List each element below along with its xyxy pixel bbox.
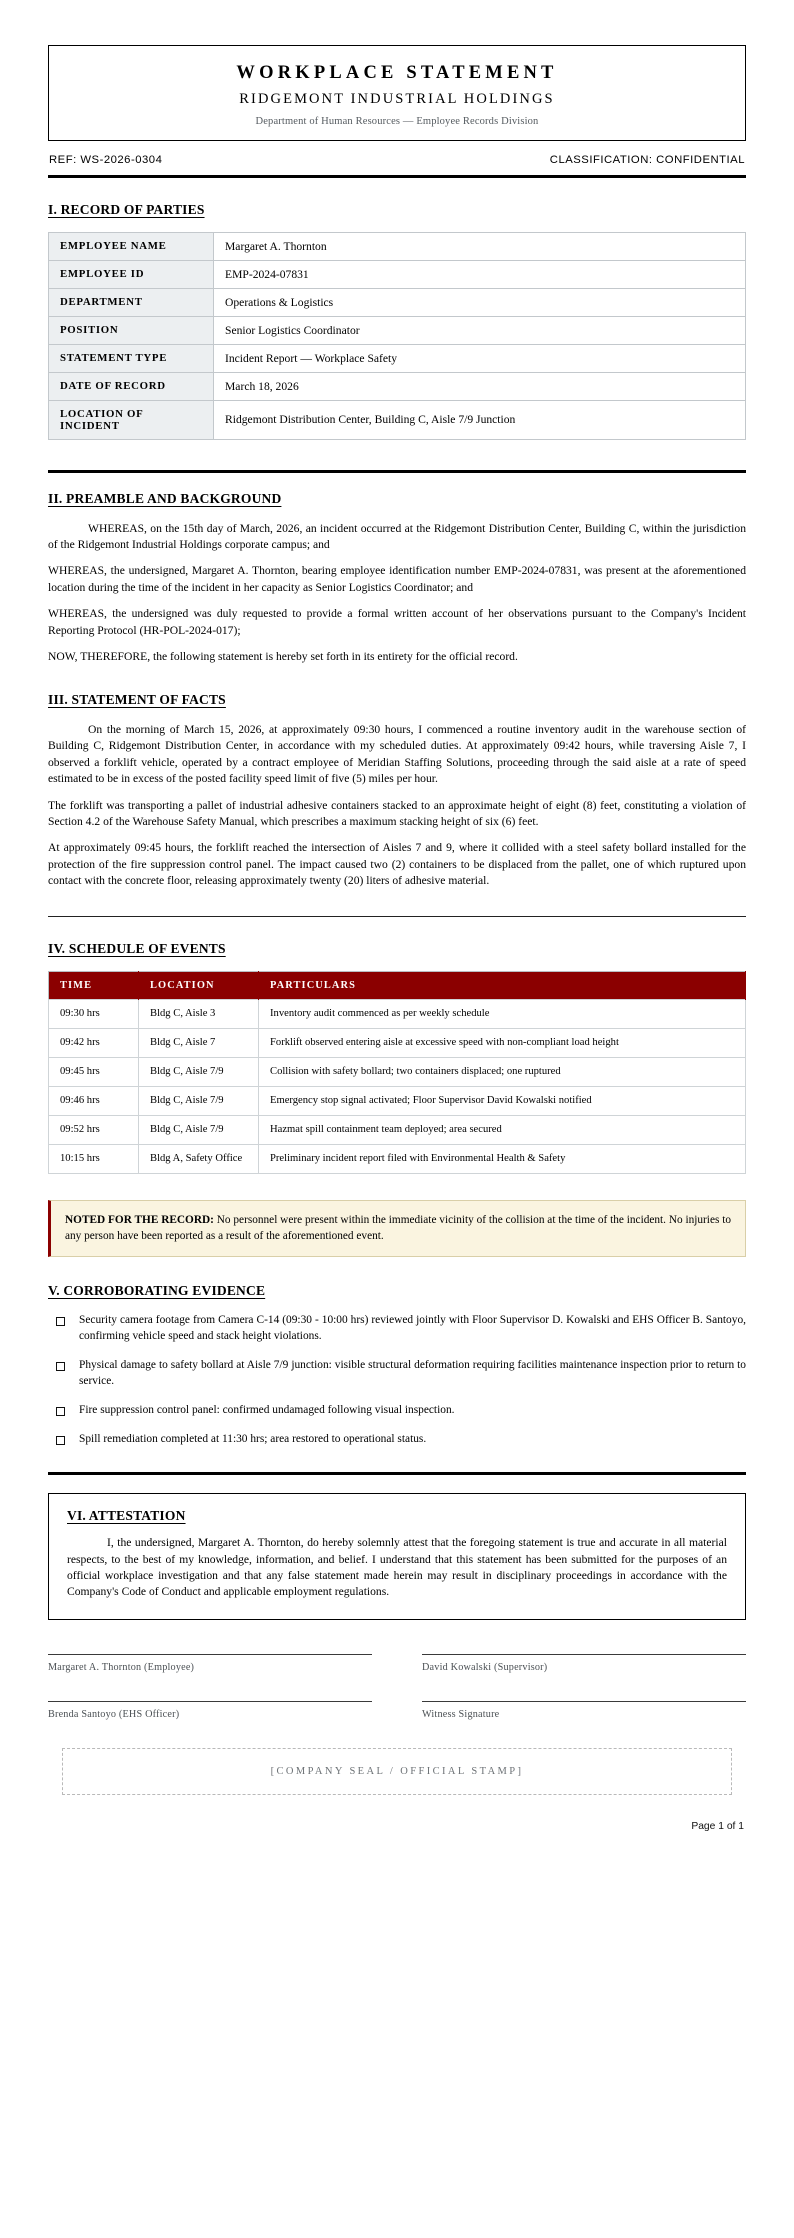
- cell-location: Bldg C, Aisle 7/9: [139, 1087, 259, 1116]
- table-row: [49, 316, 746, 344]
- cell-location: Bldg C, Aisle 7/9: [139, 1057, 259, 1086]
- signature-line[interactable]: [422, 1654, 746, 1655]
- signature-label: David Kowalski (Supervisor): [422, 1661, 548, 1673]
- reference-number: REF: WS-2026-0304: [49, 153, 163, 166]
- list-item: [48, 1358, 746, 1390]
- cell-particulars: Collision with safety bollard; two containers displaced; one ruptured: [259, 1057, 746, 1086]
- reference-bar: [48, 141, 746, 175]
- department-subtitle: Department of Human Resources — Employee Records Division: [255, 115, 539, 127]
- signature-line[interactable]: [48, 1701, 372, 1702]
- parties-value: Operations & Logistics: [214, 288, 746, 316]
- checkbox-icon[interactable]: [56, 1436, 65, 1445]
- section-divider-1: [48, 470, 746, 473]
- signature-block-ehs-officer: [48, 1701, 372, 1720]
- parties-key: EMPLOYEE ID: [49, 260, 214, 288]
- cell-particulars: Emergency stop signal activated; Floor Supervisor David Kowalski notified: [259, 1087, 746, 1116]
- classification-label: CLASSIFICATION: CONFIDENTIAL: [549, 153, 745, 166]
- schedule-table: [48, 971, 746, 1174]
- schedule-table-body: [49, 999, 746, 1173]
- signature-block-employee: [48, 1654, 372, 1673]
- table-row: [49, 372, 746, 400]
- list-item: [48, 1313, 746, 1345]
- parties-value: EMP-2024-07831: [214, 260, 746, 288]
- preamble-paragraph: WHEREAS, the undersigned was duly requested to provide a formal written account of her observations pursuant to the Company's Incident Reporting Protocol (HR-POL-2024-017);: [48, 607, 746, 637]
- parties-value: Margaret A. Thornton: [214, 232, 746, 260]
- cell-time: 09:46 hrs: [49, 1087, 139, 1116]
- parties-key: EMPLOYEE NAME: [49, 232, 214, 260]
- notice-box: [48, 1200, 746, 1257]
- parties-table: [48, 232, 746, 440]
- cell-time: 09:42 hrs: [49, 1028, 139, 1057]
- parties-key: DEPARTMENT: [49, 288, 214, 316]
- table-row: [49, 1028, 746, 1057]
- signature-line[interactable]: [48, 1654, 372, 1655]
- list-item: [48, 1403, 746, 1419]
- cell-time: 09:30 hrs: [49, 999, 139, 1028]
- table-row: [49, 260, 746, 288]
- facts-block: [48, 722, 746, 890]
- section-heading-facts: III. STATEMENT OF FACTS: [48, 691, 226, 707]
- header-divider: [48, 175, 746, 178]
- cell-particulars: Forklift observed entering aisle at excessive speed with non-compliant load height: [259, 1028, 746, 1057]
- table-row: [49, 344, 746, 372]
- signature-line[interactable]: [422, 1701, 746, 1702]
- parties-table-body: [49, 232, 746, 439]
- cell-location: Bldg A, Safety Office: [139, 1145, 259, 1174]
- facts-paragraph: The forklift was transporting a pallet of industrial adhesive containers stacked to an approximate height of eight (8) feet, constituting a violation of Section 4.2 of the Warehouse Safety Manual, which prescribes a maximum stacking height of six (6) feet.: [48, 798, 746, 828]
- signature-row-2: [48, 1701, 746, 1720]
- signature-label: Witness Signature: [422, 1708, 500, 1720]
- signature-label: Margaret A. Thornton (Employee): [48, 1661, 195, 1673]
- cell-time: 10:15 hrs: [49, 1145, 139, 1174]
- evidence-text: Fire suppression control panel: confirmed undamaged following visual inspection.: [79, 1404, 455, 1417]
- parties-value: Senior Logistics Coordinator: [214, 316, 746, 344]
- column-header-particulars: PARTICULARS: [259, 971, 746, 999]
- cell-location: Bldg C, Aisle 7: [139, 1028, 259, 1057]
- table-row: [49, 1057, 746, 1086]
- table-row: [49, 1145, 746, 1174]
- table-row: [49, 999, 746, 1028]
- notice-text: No personnel were present within the immediate vicinity of the collision at the time of the incident. No injuries to any person have been reported as a result of the aforementioned event.: [65, 1214, 731, 1243]
- evidence-text: Spill remediation completed at 11:30 hrs; area restored to operational status.: [79, 1433, 427, 1446]
- parties-key: LOCATION OF INCIDENT: [49, 400, 214, 439]
- parties-key: POSITION: [49, 316, 214, 344]
- section-heading-evidence: V. CORROBORATING EVIDENCE: [48, 1283, 266, 1299]
- column-header-time: TIME: [49, 971, 139, 999]
- section-divider-2: [48, 916, 746, 917]
- attestation-box: [48, 1493, 746, 1620]
- checkbox-icon[interactable]: [56, 1317, 65, 1326]
- cell-particulars: Inventory audit commenced as per weekly schedule: [259, 999, 746, 1028]
- cell-location: Bldg C, Aisle 7/9: [139, 1116, 259, 1145]
- parties-key: STATEMENT TYPE: [49, 344, 214, 372]
- notice-label: NOTED FOR THE RECORD:: [65, 1214, 214, 1227]
- signature-block-supervisor: [422, 1654, 746, 1673]
- section-heading-schedule: IV. SCHEDULE OF EVENTS: [48, 940, 226, 956]
- preamble-paragraph: NOW, THEREFORE, the following statement is hereby set forth in its entirety for the official record.: [48, 650, 518, 664]
- organization-name: RIDGEMONT INDUSTRIAL HOLDINGS: [239, 91, 555, 108]
- checkbox-icon[interactable]: [56, 1407, 65, 1416]
- letterhead: [48, 45, 746, 141]
- table-row: [49, 232, 746, 260]
- table-row: [49, 1116, 746, 1145]
- table-header-row: [49, 971, 746, 999]
- list-item: [48, 1432, 746, 1448]
- page-number: Page 1 of 1: [691, 1820, 744, 1832]
- document-title: WORKPLACE STATEMENT: [236, 63, 558, 83]
- section-heading-parties: I. RECORD OF PARTIES: [48, 201, 205, 217]
- preamble-paragraph: WHEREAS, the undersigned, Margaret A. Thornton, bearing employee identification number EMP-2024-07831, was present at the aforementioned location during the time of the incident in her capacity as Senior Logistics Coordinator; and: [48, 564, 746, 594]
- checkbox-icon[interactable]: [56, 1362, 65, 1371]
- preamble-paragraph: WHEREAS, on the 15th day of March, 2026, an incident occurred at the Ridgemont Distribution Center, Building C, within the jurisdiction of the Ridgemont Industrial Holdings corporate campus; and: [48, 521, 746, 551]
- schedule-table-head: [49, 971, 746, 999]
- table-row: [49, 288, 746, 316]
- preamble-block: [48, 521, 746, 666]
- parties-value: Incident Report — Workplace Safety: [214, 344, 746, 372]
- company-seal-placeholder: [COMPANY SEAL / OFFICIAL STAMP]: [62, 1748, 732, 1795]
- evidence-text: Security camera footage from Camera C-14 (09:30 - 10:00 hrs) reviewed jointly with Floor Supervisor D. Kowalski and EHS Officer B. Santoyo, confirming vehicle speed and stack height violations.: [79, 1314, 746, 1343]
- evidence-text: Physical damage to safety bollard at Aisle 7/9 junction: visible structural deformation requiring facilities maintenance inspection prior to return to service.: [79, 1359, 746, 1388]
- table-row: [49, 1087, 746, 1116]
- parties-value: Ridgemont Distribution Center, Building C, Aisle 7/9 Junction: [214, 400, 746, 439]
- evidence-list: [48, 1313, 746, 1448]
- cell-time: 09:45 hrs: [49, 1057, 139, 1086]
- attestation-text: I, the undersigned, Margaret A. Thornton, do hereby solemnly attest that the foregoing statement is true and accurate in all material respects, to the best of my knowledge, information, and belief. I understand that this statement has been submitted for the purposes of an official workplace investigation and that any false statement made herein may result in disciplinary proceedings in accordance with the Company's Code of Conduct and applicable employment regulations.: [67, 1536, 727, 1599]
- section-heading-preamble: II. PREAMBLE AND BACKGROUND: [48, 490, 282, 506]
- table-row: [49, 400, 746, 439]
- parties-value: March 18, 2026: [214, 372, 746, 400]
- signature-label: Brenda Santoyo (EHS Officer): [48, 1708, 180, 1720]
- section-heading-attestation: VI. ATTESTATION: [67, 1508, 186, 1524]
- parties-key: DATE OF RECORD: [49, 372, 214, 400]
- facts-paragraph: On the morning of March 15, 2026, at approximately 09:30 hours, I commenced a routine inventory audit in the warehouse section of Building C, Ridgemont Distribution Center, in accordance with my scheduled duties. At approximately 09:42 hours, while traversing Aisle 7, I observed a forklift vehicle, operated by a contract employee of Meridian Staffing Solutions, proceeding through the said aisle at a rate of speed estimated to be in excess of the posted facility speed limit of five (5) miles per hour.: [48, 722, 746, 786]
- facts-paragraph: At approximately 09:45 hours, the forklift reached the intersection of Aisles 7 and 9, where it collided with a steel safety bollard installed for the protection of the fire suppression control panel. The impact caused two (2) containers to be displaced from the pallet, one of which ruptured upon contact with the concrete floor, releasing approximately twenty (20) liters of adhesive material.: [48, 841, 746, 888]
- cell-particulars: Preliminary incident report filed with Environmental Health & Safety: [259, 1145, 746, 1174]
- signature-block-witness: [422, 1701, 746, 1720]
- signature-row-1: [48, 1654, 746, 1673]
- cell-particulars: Hazmat spill containment team deployed; area secured: [259, 1116, 746, 1145]
- cell-time: 09:52 hrs: [49, 1116, 139, 1145]
- section-divider-3: [48, 1472, 746, 1475]
- column-header-location: LOCATION: [139, 971, 259, 999]
- cell-location: Bldg C, Aisle 3: [139, 999, 259, 1028]
